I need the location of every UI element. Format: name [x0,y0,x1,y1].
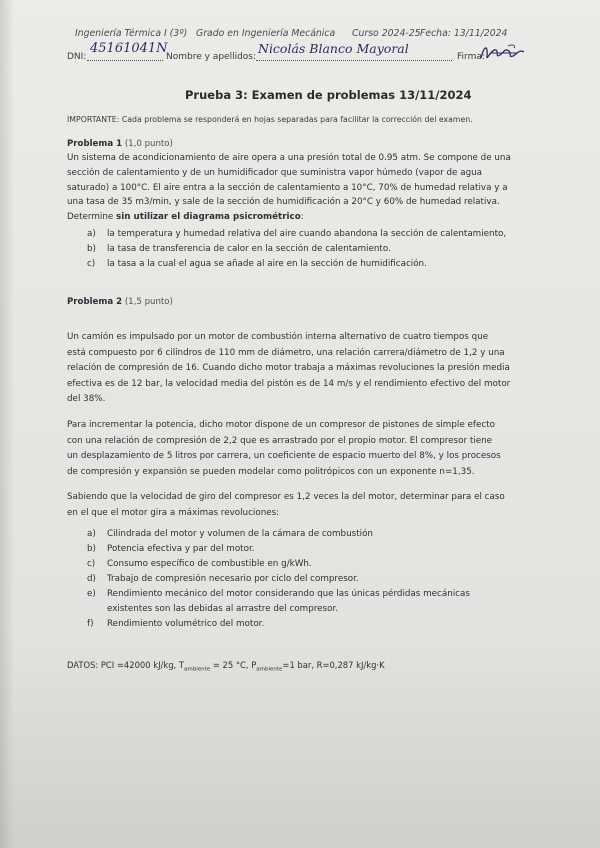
problem1-item: a) la temperatura y humedad relativa del aire cuando abandona la sección de calentamiento, [87,229,507,239]
dni-handwritten: 45161041N [90,41,168,56]
problem1-title: Problema 1 [67,139,123,149]
problem1-points: (1,0 punto) [124,139,173,149]
problem1-line: una tasa de 35 m3/min, y sale de la sección de humidificación a 20°C y 60% de humedad relativa. [67,197,500,208]
problem2-paragraph-2: Para incrementar la potencia, dicho motor dispone de un compresor de pistones de simple efecto con una relación de compresión de 2,2 que es arrastrado por el propio motor. El compresor tiene un desplazamiento de 5 litros por carrera, un coeficiente de espacio muerto del 8%, y los procesos de compresión y expansión se pueden modelar como politrópicos con un exponente n=1,35. [67,420,501,477]
dni-label: DNI: [67,52,87,62]
problem1-determine: Determine sin utilizar el diagrama psicrométrico: [67,212,304,223]
problem2-paragraph-3: Sabiendo que la velocidad de giro del compresor es 1,2 veces la del motor, determinar para el caso en el que el motor gira a máximas revoluciones: [67,492,505,518]
problem2-item: b) Potencia efectiva y par del motor. [87,544,255,554]
signature-image [478,40,528,64]
date-label: Fecha: 13/11/2024 [420,28,508,39]
problem1-statement [67,151,543,225]
exam-title: Prueba 3: Examen de problemas 13/11/2024 [185,88,472,102]
problem2-item: f) Rendimiento volumétrico del motor. [87,619,265,629]
problem2-item: e) Rendimiento mecánico del motor considerando que las únicas pérdidas mecánicas [87,589,470,599]
problem1-line: sección de calentamiento y de un humidificador que suministra vapor húmedo (vapor de agua [67,167,483,178]
year-label: Curso 2024-25 [352,28,421,39]
problem1-item: c) la tasa a la cual el agua se añade al aire en la sección de humidificación. [87,259,427,269]
problem2-data: DATOS: PCI =42000 kJ/kg, $T_{ambiente} = 25$ °C, $P_{ambiente}=1$ bar, R=0,287 kJ/kg·K [67,660,385,673]
problem2-heading [67,297,173,307]
course-label: Ingeniería Térmica I (3º) [75,28,188,39]
signature-label: Firma: [457,52,485,62]
problem2-paragraph-1: Un camión es impulsado por un motor de combustión interna alternativo de cuatro tiempos que está compuesto por 6 cilindros de 110 mm de diámetro, una relación carrera/diámetro de 1,2 y una relación de compresión de 16. Cuando dicho motor trabaja a máximas revoluciones la presión media efectiva es de 12 bar, la velocidad media del pistón es de 14 m/s y el rendimiento efectivo del motor del 38%. [67,332,511,404]
name-field [256,41,452,61]
important-note: IMPORTANTE: Cada problema se responderá en hojas separadas para facilitar la corrección del examen. [67,115,473,124]
problem1-line: saturado) a 100°C. El aire entra a la sección de calentamiento a 10°C, 70% de humedad relativa y a [67,182,508,193]
problem1-item: b) la tasa de transferencia de calor en la sección de calentamiento. [87,244,391,254]
problem1-heading [67,139,173,149]
degree-label: Grado en Ingeniería Mecánica [196,28,336,39]
problem1-line: Un sistema de acondicionamiento de aire opera a una presión total de 0.95 atm. Se compone de una [67,153,511,163]
problem2-item: c) Consumo específico de combustible en g/kWh. [87,559,312,569]
name-handwritten: Nicolás Blanco Mayoral [258,41,409,56]
problem2-item: a) Cilindrada del motor y volumen de la cámara de combustión [87,529,373,539]
problem1-determine-bold: sin utilizar el diagrama psicrométrico [116,212,301,223]
dni-field [87,41,168,61]
problem2-item: d) Trabajo de compresión necesario por ciclo del compresor. [87,574,359,584]
problem2-title: Problema 2 [67,297,123,307]
problem2-points: (1,5 punto) [124,297,173,307]
problem2-item: existentes son las debidas al arrastre del compresor. [107,604,339,614]
name-label: Nombre y apellidos: [166,52,257,62]
